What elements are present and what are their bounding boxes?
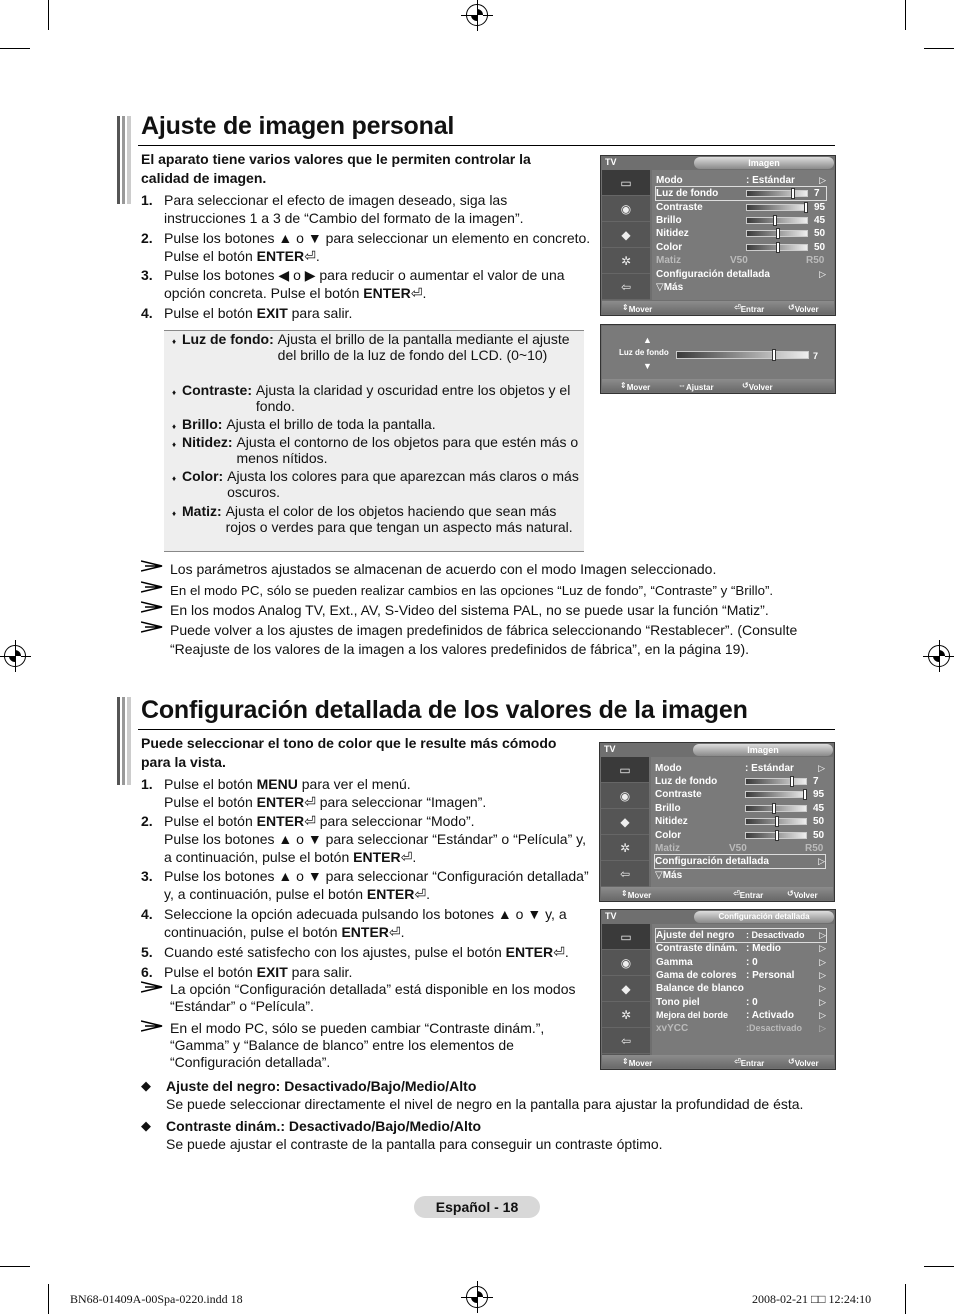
crop-mark	[48, 0, 49, 30]
print-date: 2008-02-21 □□ 12:24:10	[752, 1292, 872, 1306]
enter-icon: ⏎	[304, 813, 316, 829]
crop-mark	[905, 1284, 906, 1314]
step-4: 4. Seleccione la opción adecuada pulsando los botones ▲ o ▼ y, a continuación, pulse el botón ENTER⏎.	[141, 906, 567, 940]
diamond-bullet-icon: ◆	[141, 1118, 151, 1133]
enter-icon: ⏎	[400, 849, 413, 865]
section-rule	[138, 729, 835, 730]
enter-icon: ⏎	[414, 886, 427, 902]
osd-luz-slider: ▲ Luz de fondo 7 ▼ ⇕ Mover ⇔ Ajustar ↺ Volver	[600, 324, 836, 394]
setup-icon: ✲	[602, 1002, 650, 1028]
note-arrow-icon	[141, 560, 163, 572]
step-4: 4. Pulse el botón EXIT para salir.	[141, 305, 353, 321]
desc-brillo: ♦ Brillo: Ajusta el brillo de toda la pantalla.	[172, 416, 436, 432]
step-3: 3. Pulse los botones ◀ o ▶ para reducir o aumentar el valor de una opción concreta. Pulse el botón ENTER⏎.	[141, 267, 565, 301]
osd-imagen-menu-2: TV Imagen ▭ ◉ ◆ ✲ ⇦ Modo : Estándar ▷ Luz de fondo 7 Contraste 95 Brillo 45 Nitidez 50 Color 50 Matiz V50 R50 Configuración detallada ▷ ▽Más ⇕ Mover ⏎ Entrar ↺ Volver	[599, 742, 835, 902]
channel-icon: ◆	[602, 222, 650, 248]
note-arrow-icon	[141, 601, 163, 613]
osd-imagen-menu: TV Imagen ▭ ◉ ◆ ✲ ⇦ Modo : Estándar ▷ Luz de fondo 7 Contraste 95 Brillo 45 Nitidez 50 Color 50 Matiz V50 R50 Configuración detallada ▷ ▽Más ⇕ Mover ⏎ Entrar ↺ Volver	[600, 155, 836, 316]
section-bar	[117, 697, 131, 785]
note-arrow-icon	[141, 581, 163, 593]
diamond-bullet-icon: ◆	[141, 1078, 151, 1093]
sound-icon: ◉	[601, 783, 649, 809]
step-1: 1. Pulse el botón MENU para ver el menú. Pulse el botón ENTER⏎ para seleccionar “Imagen”.	[141, 776, 487, 810]
setup-icon: ✲	[601, 835, 649, 861]
registration-mark-icon	[928, 645, 950, 667]
intro-text: Puede seleccionar el tono de color que le resulte más cómodo para la vista.	[141, 735, 557, 770]
option-contraste-dinam: ◆ Contraste dinám.: Desactivado/Bajo/Medio/Alto Se puede ajustar el contraste de la pantalla para conseguir un contraste óptimo.	[141, 1118, 663, 1152]
desc-contraste: ♦ Contraste: Ajusta la claridad y oscuridad entre los objetos y el fondo.	[172, 382, 571, 414]
registration-mark-icon	[466, 4, 488, 26]
desc-color: ♦ Color: Ajusta los colores para que aparezcan más claros o más oscuros.	[172, 468, 579, 500]
picture-icon: ▭	[602, 170, 650, 196]
note-1: La opción “Configuración detallada” está disponible en los modos “Estándar” o “Película”.	[141, 981, 591, 1015]
channel-icon: ◆	[602, 976, 650, 1002]
section-title-personal: Ajuste de imagen personal	[141, 112, 455, 140]
sound-icon: ◉	[602, 950, 650, 976]
note-2: En el modo PC, sólo se pueden cambiar “Contraste dinám.”, “Gamma” y “Balance de blanco” entre los elementos de “Configuración detallada”.	[141, 1020, 591, 1071]
sound-icon: ◉	[602, 196, 650, 222]
crop-mark	[0, 1266, 30, 1267]
enter-icon: ⏎	[410, 285, 423, 301]
crop-mark	[924, 48, 954, 49]
registration-mark-icon	[4, 645, 26, 667]
enter-icon: ⏎	[553, 944, 565, 960]
note-2: En el modo PC, sólo se pueden realizar cambios en las opciones “Luz de fondo”, “Contraste” y “Brillo”.	[141, 581, 841, 600]
step-5: 5. Cuando esté satisfecho con los ajustes, pulse el botón ENTER⏎.	[141, 944, 569, 960]
page-number-badge: Español - 18	[414, 1196, 540, 1218]
desc-nitidez: ♦ Nitidez: Ajusta el contorno de los objetos para que estén más o menos nítidos.	[172, 434, 579, 466]
step-3: 3. Pulse los botones ▲ o ▼ para seleccionar “Configuración detallada” y, a continuación, pulse el botón ENTER⏎.	[141, 868, 589, 902]
picture-icon: ▭	[601, 757, 649, 783]
input-icon: ⇦	[602, 274, 650, 300]
option-ajuste-negro: ◆ Ajuste del negro: Desactivado/Bajo/Medio/Alto Se puede seleccionar directamente el nivel de negro en la pantalla para ajustar la profundidad de ésta.	[141, 1078, 804, 1112]
desc-matiz: ♦ Matiz: Ajusta el color de los objetos haciendo que sean más rojos o verdes para que tengan un aspecto más natural.	[172, 503, 573, 535]
desc-luz-de-fondo: ♦ Luz de fondo: Ajusta el brillo de la pantalla mediante el ajuste del brillo de la luz de fondo del LCD. (0~10)	[172, 331, 570, 363]
section-title-detailed: Configuración detallada de los valores de la imagen	[141, 696, 748, 724]
setup-icon: ✲	[602, 248, 650, 274]
registration-mark-icon	[466, 1286, 488, 1308]
input-icon: ⇦	[602, 1028, 650, 1054]
note-arrow-icon	[141, 981, 163, 993]
section-rule	[138, 145, 835, 146]
step-1: 1. Para seleccionar el efecto de imagen deseado, siga las instrucciones 1 a 3 de “Cambio del formato de la imagen”.	[141, 192, 524, 226]
section-bar	[117, 116, 131, 204]
enter-icon: ⏎	[304, 794, 316, 810]
channel-icon: ◆	[601, 809, 649, 835]
crop-mark	[924, 1266, 954, 1267]
step-2: 2. Pulse los botones ▲ o ▼ para seleccionar un elemento en concreto. Pulse el botón ENTER⏎.	[141, 230, 591, 264]
note-arrow-icon	[141, 621, 163, 633]
crop-mark	[905, 0, 906, 30]
osd-detail-menu: TV Configuración detallada ▭ ◉ ◆ ✲ ⇦ Ajuste del negro : Desactivado ▷ Contraste dinám. : Medio ▷ Gamma : 0 ▷ Gama de colores : Personal ▷ Balance de blanco ▷ Tono piel : 0 ▷ Mejora del borde : Activado ▷ xvYCC :Desactivado ▷ ⇕ Mover ⏎ Entrar ↺ Volver	[600, 909, 836, 1070]
intro-text: El aparato tiene varios valores que le permiten controlar la calidad de imagen.	[141, 151, 531, 186]
crop-mark	[0, 48, 30, 49]
step-6: 6. Pulse el botón EXIT para salir.	[141, 964, 353, 980]
note-arrow-icon	[141, 1020, 163, 1032]
file-name: BN68-01409A-00Spa-0220.indd 18	[70, 1292, 243, 1306]
note-4: Puede volver a los ajustes de imagen predefinidos de fábrica seleccionando “Restablecer”. (Consulte “Reajuste de los valores de la imagen a los valores predefinidos de fábrica”, en la página 19).	[141, 621, 841, 659]
enter-icon: ⏎	[304, 248, 316, 264]
enter-icon: ⏎	[388, 924, 401, 940]
picture-icon: ▭	[602, 924, 650, 950]
note-3: En los modos Analog TV, Ext., AV, S-Video del sistema PAL, no se puede usar la función “Matiz”.	[141, 601, 841, 620]
step-2: 2. Pulse el botón ENTER⏎ para seleccionar “Modo”. Pulse los botones ▲ o ▼ para seleccionar “Estándar” o “Película” y, a continuación, pulse el botón ENTER⏎.	[141, 813, 586, 865]
input-icon: ⇦	[601, 861, 649, 887]
note-1: Los parámetros ajustados se almacenan de acuerdo con el modo Imagen seleccionado.	[141, 560, 841, 579]
crop-mark	[48, 1284, 49, 1314]
